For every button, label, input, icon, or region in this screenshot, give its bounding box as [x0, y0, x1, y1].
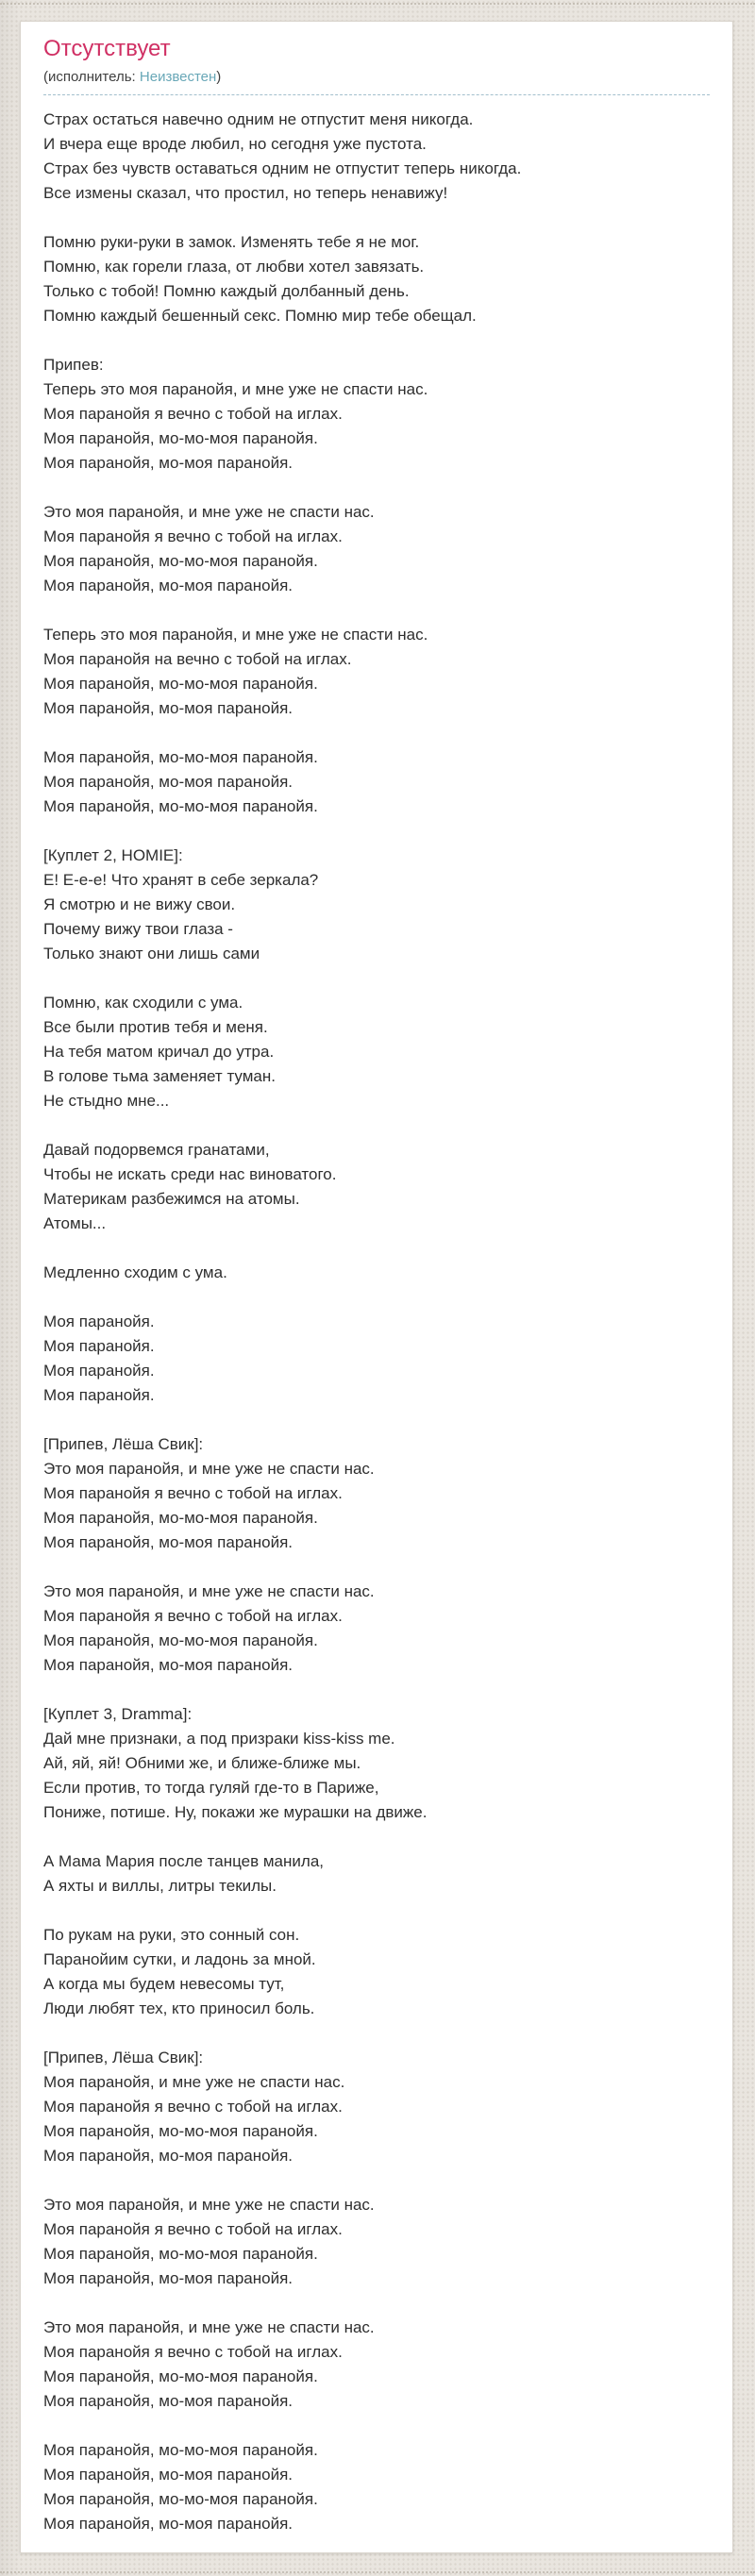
lyric-line: Моя паранойя, мо-моя паранойя. — [43, 1533, 294, 1551]
lyric-line: Материкам разбежимся на атомы. — [43, 1190, 300, 1208]
lyric-line: А когда мы будем невесомы тут, — [43, 1975, 285, 1993]
lyric-line: Моя паранойя, мо-мо-моя паранойя. — [43, 2245, 318, 2263]
lyric-line: [Куплет 2, HOMIE]: — [43, 846, 183, 864]
lyric-line: Моя паранойя, мо-мо-моя паранойя. — [43, 675, 318, 693]
lyric-line: Помню каждый бешенный секс. Помню мир тебе обещал. — [43, 307, 477, 325]
stanza — [43, 230, 710, 328]
lyric-line: Моя паранойя, мо-моя паранойя. — [43, 2392, 294, 2410]
stanza — [43, 2316, 710, 2414]
lyric-line: Это моя паранойя, и мне уже не спасти нас. — [43, 1460, 375, 1478]
lyric-line: [Припев, Лёша Свик]: — [43, 1435, 204, 1453]
stanza — [43, 2193, 710, 2291]
lyric-line: Припев: — [43, 356, 104, 374]
lyric-line: Моя паранойя, мо-мо-моя паранойя. — [43, 797, 318, 815]
lyric-line: Дай мне признаки, а под призраки kiss-kiss me. — [43, 1730, 395, 1748]
lyric-line: Паранойим сутки, и ладонь за мной. — [43, 1950, 316, 1968]
lyric-line: Моя паранойя, мо-мо-моя паранойя. — [43, 2122, 318, 2140]
lyric-line: По рукам на руки, это сонный сон. — [43, 1926, 300, 1944]
lyric-line: Чтобы не искать среди нас виноватого. — [43, 1165, 337, 1183]
lyric-line: Это моя паранойя, и мне уже не спасти нас. — [43, 503, 375, 521]
lyric-line: Моя паранойя, мо-мо-моя паранойя. — [43, 748, 318, 766]
stanza — [43, 1261, 710, 1285]
lyric-line: Страх остаться навечно одним не отпустит меня никогда. — [43, 110, 474, 128]
lyric-line: В голове тьма заменяет туман. — [43, 1067, 276, 1085]
lyric-line: Моя паранойя на вечно с тобой на иглах. — [43, 650, 352, 668]
lyric-line: Только с тобой! Помню каждый долбанный день. — [43, 282, 410, 300]
stanza — [43, 844, 710, 966]
lyric-line: Моя паранойя я вечно с тобой на иглах. — [43, 2220, 343, 2238]
lyric-line: [Куплет 3, Dramma]: — [43, 1705, 193, 1723]
lyric-line: Моя паранойя. — [43, 1313, 155, 1330]
lyric-line: Моя паранойя, мо-моя паранойя. — [43, 699, 294, 717]
stanza — [43, 1702, 710, 1825]
stanza — [43, 1138, 710, 1236]
lyrics-card — [20, 21, 733, 2553]
lyric-line: Моя паранойя, мо-мо-моя паранойя. — [43, 429, 318, 447]
stanza — [43, 991, 710, 1113]
lyric-line: Моя паранойя я вечно с тобой на иглах. — [43, 1607, 343, 1625]
lyric-line: Е! Е-е-е! Что хранят в себе зеркала? — [43, 871, 319, 889]
lyric-line: Моя паранойя, мо-моя паранойя. — [43, 577, 294, 594]
lyric-line: Моя паранойя, мо-моя паранойя. — [43, 2466, 294, 2484]
artist-close-paren: ) — [216, 69, 222, 85]
lyric-line: И вчера еще вроде любил, но сегодня уже пустота. — [43, 135, 427, 153]
song-title: Отсутствует — [43, 36, 171, 61]
lyric-line: Все измены сказал, что простил, но теперь ненавижу! — [43, 184, 448, 202]
lyric-line: Если против, то тогда гуляй где-то в Париже, — [43, 1779, 379, 1797]
lyric-line: Давай подорвемся гранатами, — [43, 1141, 270, 1159]
lyric-line: Моя паранойя, и мне уже не спасти нас. — [43, 2073, 345, 2091]
stanza — [43, 745, 710, 819]
stanza — [43, 623, 710, 721]
stanza — [43, 1849, 710, 1899]
stanza — [43, 353, 710, 476]
stanza — [43, 1580, 710, 1678]
stanza — [43, 1923, 710, 2021]
lyric-line: Моя паранойя, мо-моя паранойя. — [43, 773, 294, 791]
lyric-line: Моя паранойя, мо-мо-моя паранойя. — [43, 1509, 318, 1527]
lyric-line: Это моя паранойя, и мне уже не спасти нас. — [43, 2318, 375, 2336]
lyric-line: Моя паранойя, мо-мо-моя паранойя. — [43, 1631, 318, 1649]
bottom-dotted-divider — [0, 2571, 755, 2573]
lyric-line: А яхты и виллы, литры текилы. — [43, 1877, 277, 1895]
artist-link[interactable]: Неизвестен — [139, 69, 217, 85]
lyric-line: Моя паранойя, мо-мо-моя паранойя. — [43, 552, 318, 570]
artist-line — [43, 68, 710, 86]
lyric-line: Моя паранойя, мо-мо-моя паранойя. — [43, 2367, 318, 2385]
lyric-line: [Припев, Лёша Свик]: — [43, 2049, 204, 2066]
lyric-line: Помню, как горели глаза, от любви хотел завязать. — [43, 258, 425, 276]
lyric-line: Моя паранойя, мо-моя паранойя. — [43, 2515, 294, 2533]
stanza — [43, 2438, 710, 2536]
stanza — [43, 2046, 710, 2168]
stanza — [43, 500, 710, 598]
lyric-line: Моя паранойя, мо-моя паранойя. — [43, 454, 294, 472]
lyric-line: Моя паранойя. — [43, 1362, 155, 1380]
lyric-line: А Мама Мария после танцев манила, — [43, 1852, 324, 1870]
lyric-line: Моя паранойя, мо-моя паранойя. — [43, 2147, 294, 2165]
lyric-line: Это моя паранойя, и мне уже не спасти нас. — [43, 2196, 375, 2214]
lyric-line: Медленно сходим с ума. — [43, 1263, 227, 1281]
lyric-line: На тебя матом кричал до утра. — [43, 1043, 275, 1061]
lyric-line: Все были против тебя и меня. — [43, 1018, 268, 1036]
lyric-line: Моя паранойя, мо-мо-моя паранойя. — [43, 2490, 318, 2508]
lyric-line: Моя паранойя. — [43, 1337, 155, 1355]
lyric-line: Моя паранойя я вечно с тобой на иглах. — [43, 1484, 343, 1502]
lyric-line: Моя паранойя, мо-мо-моя паранойя. — [43, 2441, 318, 2459]
lyric-line: Моя паранойя я вечно с тобой на иглах. — [43, 527, 343, 545]
lyric-line: Не стыдно мне... — [43, 1092, 170, 1110]
lyric-line: Страх без чувств оставаться одним не отпустит теперь никогда. — [43, 159, 522, 177]
stanza — [43, 1310, 710, 1408]
lyric-line: Теперь это моя паранойя, и мне уже не спасти нас. — [43, 380, 428, 398]
lyric-line: Теперь это моя паранойя, и мне уже не спасти нас. — [43, 626, 428, 644]
stanza — [43, 1432, 710, 1555]
lyrics-text — [43, 108, 710, 2536]
lyric-line: Ай, яй, яй! Обними же, и ближе-ближе мы. — [43, 1754, 361, 1772]
lyric-line: Моя паранойя, мо-моя паранойя. — [43, 1656, 294, 1674]
lyric-line: Только знают они лишь сами — [43, 945, 260, 962]
lyric-line: Почему вижу твои глаза - — [43, 920, 233, 938]
song-header — [43, 35, 710, 95]
lyric-line: Атомы... — [43, 1214, 107, 1232]
lyric-line: Пониже, потише. Ну, покажи же мурашки на движе. — [43, 1803, 428, 1821]
lyric-line: Я смотрю и не вижу свои. — [43, 895, 236, 913]
lyric-line: Помню, как сходили с ума. — [43, 994, 243, 1012]
lyric-line: Моя паранойя, мо-моя паранойя. — [43, 2269, 294, 2287]
stanza — [43, 108, 710, 206]
lyric-line: Моя паранойя я вечно с тобой на иглах. — [43, 2098, 343, 2116]
top-dotted-divider — [0, 3, 755, 5]
lyric-line: Моя паранойя я вечно с тобой на иглах. — [43, 405, 343, 423]
lyric-line: Это моя паранойя, и мне уже не спасти нас. — [43, 1582, 375, 1600]
lyric-line: Помню руки-руки в замок. Изменять тебе я не мог. — [43, 233, 420, 251]
lyric-line: Моя паранойя я вечно с тобой на иглах. — [43, 2343, 343, 2361]
lyric-line: Моя паранойя. — [43, 1386, 155, 1404]
lyric-line: Люди любят тех, кто приносил боль. — [43, 1999, 315, 2017]
artist-label: (исполнитель: — [43, 69, 136, 85]
